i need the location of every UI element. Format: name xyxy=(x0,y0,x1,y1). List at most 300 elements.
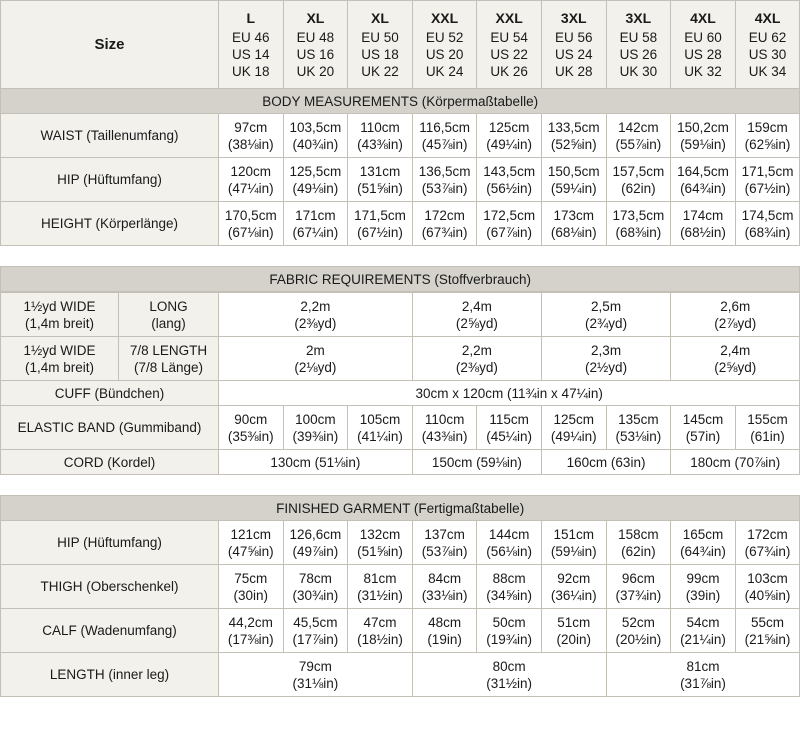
size-name: 3XL xyxy=(625,9,652,26)
measure-cell xyxy=(283,406,348,450)
cm-value: 92cm xyxy=(557,570,591,586)
fabric-cell xyxy=(671,293,800,337)
cm-value: 171cm xyxy=(295,207,336,223)
fabric-length-text: 7/8 LENGTH xyxy=(129,342,208,358)
inch-value: (67½in) xyxy=(357,224,403,240)
size-eu: EU 56 xyxy=(555,29,593,45)
measure-cell xyxy=(412,653,606,697)
row-label: WAIST (Taillenumfang) xyxy=(1,114,219,158)
measure-cell xyxy=(671,202,736,246)
cm-value: 150,2cm xyxy=(677,119,729,135)
yard-value: (2½yd) xyxy=(585,359,628,375)
measure-cell xyxy=(219,653,413,697)
size-uk: UK 28 xyxy=(555,63,593,79)
size-uk: UK 32 xyxy=(684,63,722,79)
fabric-cell xyxy=(541,293,670,337)
measure-cell xyxy=(541,565,606,609)
table-row xyxy=(1,521,800,565)
inch-value: (33⅛in) xyxy=(421,587,468,603)
measure-cell xyxy=(671,521,736,565)
inch-value: (59¼in) xyxy=(550,180,597,196)
body-measurements-title: BODY MEASUREMENTS (Körpermaßtabelle) xyxy=(1,89,800,114)
measure-cell xyxy=(606,114,671,158)
cm-value: 78cm xyxy=(298,570,332,586)
meter-value: 2,4m xyxy=(720,342,751,358)
meter-value: 2,2m xyxy=(461,342,492,358)
fabric-length-de: (lang) xyxy=(151,315,186,331)
inch-value: (31⅞in) xyxy=(680,675,726,691)
size-name: 4XL xyxy=(690,9,716,26)
cm-value: 171,5cm xyxy=(741,163,794,179)
measure-cell xyxy=(735,565,800,609)
cm-value: 157,5cm xyxy=(612,163,665,179)
cm-value: 105cm xyxy=(359,411,401,427)
inch-value: (67⅞in) xyxy=(486,224,533,240)
yard-value: (2⅝yd) xyxy=(455,315,498,331)
table-row xyxy=(1,406,800,450)
measure-cell xyxy=(412,114,477,158)
measure-cell xyxy=(348,406,413,450)
cm-value: 51cm xyxy=(557,614,591,630)
table-row xyxy=(1,293,800,337)
meter-value: 2,3m xyxy=(591,342,622,358)
row-label: HIP (Hüftumfang) xyxy=(1,521,219,565)
measure-cell xyxy=(541,202,606,246)
measure-cell xyxy=(541,406,606,450)
measure-cell xyxy=(735,609,800,653)
inch-value: (57in) xyxy=(685,428,721,444)
measure-cell xyxy=(219,202,284,246)
measure-cell xyxy=(735,158,800,202)
cm-value: 96cm xyxy=(621,570,655,586)
measure-cell xyxy=(348,114,413,158)
size-us: US 16 xyxy=(296,46,335,62)
size-name: XL xyxy=(306,9,325,26)
size-uk: UK 30 xyxy=(619,63,658,79)
measure-cell xyxy=(477,406,542,450)
cord-cell: 160cm (63in) xyxy=(541,450,670,475)
inch-value: (68¾in) xyxy=(744,224,791,240)
fabric-width-text: 1½yd WIDE xyxy=(23,298,96,314)
size-eu: EU 50 xyxy=(361,29,399,45)
size-name: XXL xyxy=(495,9,523,26)
measure-cell xyxy=(541,521,606,565)
inch-value: (30¾in) xyxy=(292,587,339,603)
cm-value: 81cm xyxy=(363,570,397,586)
measure-cell xyxy=(412,609,477,653)
inch-value: (19¾in) xyxy=(486,631,533,647)
measure-cell xyxy=(735,114,800,158)
inch-value: (64¾in) xyxy=(680,543,726,559)
cm-value: 103cm xyxy=(747,570,788,586)
inch-value: (56½in) xyxy=(486,180,533,196)
table-row xyxy=(1,381,800,406)
inch-value: (43⅜in) xyxy=(421,428,468,444)
cm-value: 125cm xyxy=(488,119,530,135)
fabric-requirements-title: FABRIC REQUIREMENTS (Stoffverbrauch) xyxy=(1,267,800,292)
measure-cell xyxy=(348,521,413,565)
measure-cell xyxy=(283,114,348,158)
inch-value: (34⅝in) xyxy=(486,587,533,603)
size-name: XL xyxy=(371,9,389,26)
inch-value: (53⅞in) xyxy=(421,180,468,196)
inch-value: (59⅛in) xyxy=(550,543,597,559)
row-label: LENGTH (inner leg) xyxy=(1,653,219,697)
cm-value: 132cm xyxy=(359,526,401,542)
yard-value: (2⅜yd) xyxy=(455,359,498,375)
cm-value: 125,5cm xyxy=(289,163,342,179)
size-header-row xyxy=(1,1,800,89)
cm-value: 55cm xyxy=(751,614,785,630)
size-column xyxy=(606,1,671,89)
inch-value: (52⅝in) xyxy=(550,136,597,152)
yard-value: (2⅜yd) xyxy=(294,315,337,331)
cm-value: 150,5cm xyxy=(547,163,600,179)
size-us: US 18 xyxy=(361,46,399,62)
cm-value: 88cm xyxy=(492,570,526,586)
size-us: US 30 xyxy=(748,46,787,62)
fabric-cell xyxy=(219,293,413,337)
cm-value: 45,5cm xyxy=(293,614,338,630)
inch-value: (56⅛in) xyxy=(486,543,533,559)
size-name: 3XL xyxy=(560,9,587,26)
measure-cell xyxy=(477,202,542,246)
inch-value: (21⅝in) xyxy=(744,631,791,647)
finished-garment-table xyxy=(0,475,800,697)
table-row xyxy=(1,609,800,653)
inch-value: (51⅝in) xyxy=(357,180,403,196)
cm-value: 75cm xyxy=(234,570,268,586)
inch-value: (47¼in) xyxy=(227,180,274,196)
cord-cell: 180cm (70⅞in) xyxy=(671,450,800,475)
cm-value: 52cm xyxy=(621,614,655,630)
size-column xyxy=(348,1,413,89)
size-column xyxy=(283,1,348,89)
cm-value: 48cm xyxy=(428,614,462,630)
inch-value: (17⅜in) xyxy=(227,631,274,647)
inch-value: (31⅛in) xyxy=(292,675,339,691)
size-column xyxy=(671,1,736,89)
cm-value: 155cm xyxy=(747,411,788,427)
cm-value: 135cm xyxy=(618,411,659,427)
inch-value: (59⅛in) xyxy=(680,136,726,152)
inch-value: (67½in) xyxy=(744,180,791,196)
inch-value: (55⅞in) xyxy=(615,136,662,152)
cm-value: 54cm xyxy=(686,614,720,630)
measure-cell xyxy=(477,114,542,158)
fabric-table xyxy=(0,292,800,475)
measure-cell xyxy=(219,114,284,158)
inch-value: (61in) xyxy=(750,428,785,444)
inch-value: (20in) xyxy=(556,631,592,647)
measure-cell xyxy=(606,653,800,697)
cm-value: 110cm xyxy=(360,119,400,135)
fabric-width-text: 1½yd WIDE xyxy=(23,342,96,358)
size-us: US 24 xyxy=(555,46,593,62)
measure-cell xyxy=(283,202,348,246)
cm-value: 151cm xyxy=(553,526,595,542)
measure-cell xyxy=(671,158,736,202)
cuff-value: 30cm x 120cm (11¾in x 47¼in) xyxy=(219,381,800,406)
inch-value: (51⅝in) xyxy=(357,543,403,559)
inch-value: (40¾in) xyxy=(292,136,339,152)
cuff-label: CUFF (Bündchen) xyxy=(1,381,219,406)
inch-value: (62in) xyxy=(621,180,656,196)
cm-value: 125cm xyxy=(553,411,595,427)
inch-value: (49⅞in) xyxy=(292,543,339,559)
cm-value: 165cm xyxy=(682,526,724,542)
section-header-row xyxy=(1,89,800,114)
cm-value: 47cm xyxy=(363,614,397,630)
measure-cell xyxy=(412,565,477,609)
inch-value: (67¾in) xyxy=(421,224,468,240)
fabric-cell xyxy=(412,293,541,337)
cm-value: 171,5cm xyxy=(354,207,406,223)
inch-value: (49¼in) xyxy=(486,136,533,152)
cm-value: 159cm xyxy=(747,119,788,135)
inch-value: (43⅜in) xyxy=(357,136,403,152)
measure-cell xyxy=(671,609,736,653)
size-eu: EU 46 xyxy=(232,29,270,45)
table-row xyxy=(1,158,800,202)
cm-value: 137cm xyxy=(424,526,465,542)
size-chart-table xyxy=(0,0,800,292)
size-label: Size xyxy=(1,1,219,89)
fabric-length-text: LONG xyxy=(149,298,188,314)
table-row xyxy=(1,114,800,158)
table-row xyxy=(1,202,800,246)
elastic-label: ELASTIC BAND (Gummiband) xyxy=(1,406,219,450)
fabric-cell xyxy=(412,337,541,381)
measure-cell xyxy=(219,565,284,609)
size-us: US 14 xyxy=(232,46,270,62)
measure-cell xyxy=(348,202,413,246)
cm-value: 143,5cm xyxy=(483,163,536,179)
spacer xyxy=(1,246,800,267)
size-column xyxy=(477,1,542,89)
size-eu: EU 58 xyxy=(619,29,658,45)
cm-value: 120cm xyxy=(230,163,272,179)
cm-value: 164,5cm xyxy=(677,163,729,179)
cm-value: 174cm xyxy=(682,207,724,223)
inch-value: (30in) xyxy=(233,587,269,603)
meter-value: 2,4m xyxy=(461,298,492,314)
finished-garment-title: FINISHED GARMENT (Fertigmaßtabelle) xyxy=(1,496,800,521)
size-uk: UK 24 xyxy=(425,63,464,79)
yard-value: (2⅛yd) xyxy=(294,359,337,375)
measure-cell xyxy=(606,609,671,653)
size-column xyxy=(735,1,800,89)
cm-value: 174,5cm xyxy=(741,207,794,223)
size-us: US 22 xyxy=(490,46,528,62)
inch-value: (68⅜in) xyxy=(615,224,662,240)
cm-value: 97cm xyxy=(234,119,268,135)
size-uk: UK 22 xyxy=(361,63,399,79)
cm-value: 158cm xyxy=(618,526,659,542)
cm-value: 126,6cm xyxy=(289,526,342,542)
measure-cell xyxy=(735,521,800,565)
size-us: US 26 xyxy=(619,46,658,62)
cm-value: 145cm xyxy=(682,411,724,427)
inch-value: (67¼in) xyxy=(292,224,339,240)
fabric-cell xyxy=(671,337,800,381)
row-label: HEIGHT (Körperlänge) xyxy=(1,202,219,246)
measure-cell xyxy=(348,158,413,202)
size-name: L xyxy=(246,9,256,26)
inch-value: (68⅛in) xyxy=(550,224,597,240)
cm-value: 84cm xyxy=(428,570,462,586)
cm-value: 121cm xyxy=(230,526,272,542)
fabric-width-metric: (1,4m breit) xyxy=(24,359,95,375)
measure-cell xyxy=(219,406,284,450)
spacer xyxy=(1,475,800,496)
inch-value: (49⅛in) xyxy=(292,180,339,196)
table-row xyxy=(1,337,800,381)
measure-cell xyxy=(412,202,477,246)
inch-value: (64¾in) xyxy=(680,180,726,196)
measure-cell xyxy=(412,406,477,450)
cm-value: 172cm xyxy=(747,526,788,542)
meter-value: 2,6m xyxy=(720,298,751,314)
inch-value: (68½in) xyxy=(680,224,726,240)
inch-value: (49¼in) xyxy=(550,428,597,444)
cm-value: 136,5cm xyxy=(418,163,471,179)
inch-value: (40⅝in) xyxy=(744,587,791,603)
cm-value: 144cm xyxy=(488,526,530,542)
measure-cell xyxy=(671,114,736,158)
fabric-cell xyxy=(541,337,670,381)
inch-value: (47⅝in) xyxy=(227,543,274,559)
row-label: HIP (Hüftumfang) xyxy=(1,158,219,202)
yard-value: (2¾yd) xyxy=(585,315,628,331)
yard-value: (2⅞yd) xyxy=(714,315,757,331)
row-label: THIGH (Oberschenkel) xyxy=(1,565,219,609)
measure-cell xyxy=(283,609,348,653)
section-header-row xyxy=(1,496,800,521)
measure-cell xyxy=(348,565,413,609)
inch-value: (37¾in) xyxy=(615,587,662,603)
size-us: US 20 xyxy=(425,46,464,62)
measure-cell xyxy=(412,521,477,565)
cm-value: 172,5cm xyxy=(483,207,536,223)
cm-value: 80cm xyxy=(492,658,526,674)
cm-value: 131cm xyxy=(359,163,401,179)
size-uk: UK 26 xyxy=(490,63,528,79)
measure-cell xyxy=(219,609,284,653)
measure-cell xyxy=(477,565,542,609)
measure-cell xyxy=(606,202,671,246)
size-uk: UK 18 xyxy=(232,63,270,79)
measure-cell xyxy=(735,406,800,450)
inch-value: (17⅞in) xyxy=(292,631,339,647)
measure-cell xyxy=(412,158,477,202)
cm-value: 115cm xyxy=(489,411,529,427)
size-column xyxy=(412,1,477,89)
size-column xyxy=(541,1,606,89)
measure-cell xyxy=(606,406,671,450)
measure-cell xyxy=(671,565,736,609)
meter-value: 2m xyxy=(306,342,325,358)
size-eu: EU 48 xyxy=(296,29,335,45)
cord-cell: 130cm (51⅛in) xyxy=(219,450,413,475)
cord-label: CORD (Kordel) xyxy=(1,450,219,475)
size-uk: UK 34 xyxy=(748,63,787,79)
cm-value: 103,5cm xyxy=(289,119,342,135)
measure-cell xyxy=(606,565,671,609)
meter-value: 2,5m xyxy=(591,298,622,314)
inch-value: (19in) xyxy=(427,631,462,647)
cm-value: 173cm xyxy=(553,207,595,223)
size-column xyxy=(219,1,284,89)
inch-value: (21¼in) xyxy=(680,631,726,647)
fabric-width-metric: (1,4m breit) xyxy=(24,315,95,331)
yard-value: (2⅝yd) xyxy=(714,359,757,375)
measure-cell xyxy=(606,158,671,202)
cm-value: 90cm xyxy=(234,411,268,427)
measure-cell xyxy=(477,158,542,202)
cm-value: 170,5cm xyxy=(224,207,277,223)
measure-cell xyxy=(606,521,671,565)
measure-cell xyxy=(348,609,413,653)
size-name: XXL xyxy=(430,9,459,26)
fabric-width-label xyxy=(1,337,119,381)
measure-cell xyxy=(283,158,348,202)
inch-value: (20½in) xyxy=(615,631,662,647)
cm-value: 44,2cm xyxy=(228,614,273,630)
size-eu: EU 60 xyxy=(684,29,722,45)
fabric-length-de: (7/8 Länge) xyxy=(133,359,204,375)
inch-value: (36¼in) xyxy=(550,587,597,603)
inch-value: (67¾in) xyxy=(744,543,791,559)
measure-cell xyxy=(541,114,606,158)
inch-value: (62in) xyxy=(621,543,656,559)
measure-cell xyxy=(541,158,606,202)
row-label: CALF (Wadenumfang) xyxy=(1,609,219,653)
measure-cell xyxy=(283,565,348,609)
meter-value: 2,2m xyxy=(300,298,331,314)
inch-value: (31½in) xyxy=(357,587,403,603)
measure-cell xyxy=(735,202,800,246)
fabric-width-label xyxy=(1,293,119,337)
cm-value: 79cm xyxy=(298,658,332,674)
inch-value: (53⅞in) xyxy=(421,543,468,559)
size-eu: EU 62 xyxy=(748,29,787,45)
inch-value: (39in) xyxy=(685,587,721,603)
table-row xyxy=(1,450,800,475)
size-uk: UK 20 xyxy=(296,63,335,79)
cm-value: 142cm xyxy=(618,119,659,135)
cm-value: 133,5cm xyxy=(547,119,600,135)
section-header-row xyxy=(1,267,800,292)
inch-value: (31½in) xyxy=(486,675,533,691)
inch-value: (62⅝in) xyxy=(744,136,791,152)
measure-cell xyxy=(477,521,542,565)
measure-cell xyxy=(541,609,606,653)
fabric-length-label xyxy=(119,293,219,337)
cm-value: 100cm xyxy=(295,411,336,427)
inch-value: (45⅞in) xyxy=(421,136,468,152)
inch-value: (45¼in) xyxy=(486,428,533,444)
measure-cell xyxy=(219,521,284,565)
cm-value: 99cm xyxy=(686,570,720,586)
cm-value: 172cm xyxy=(424,207,465,223)
cord-cell: 150cm (59⅛in) xyxy=(412,450,541,475)
size-eu: EU 54 xyxy=(490,29,528,45)
inch-value: (41¼in) xyxy=(357,428,403,444)
size-name: 4XL xyxy=(754,9,781,26)
inch-value: (39⅜in) xyxy=(292,428,339,444)
measure-cell xyxy=(671,406,736,450)
